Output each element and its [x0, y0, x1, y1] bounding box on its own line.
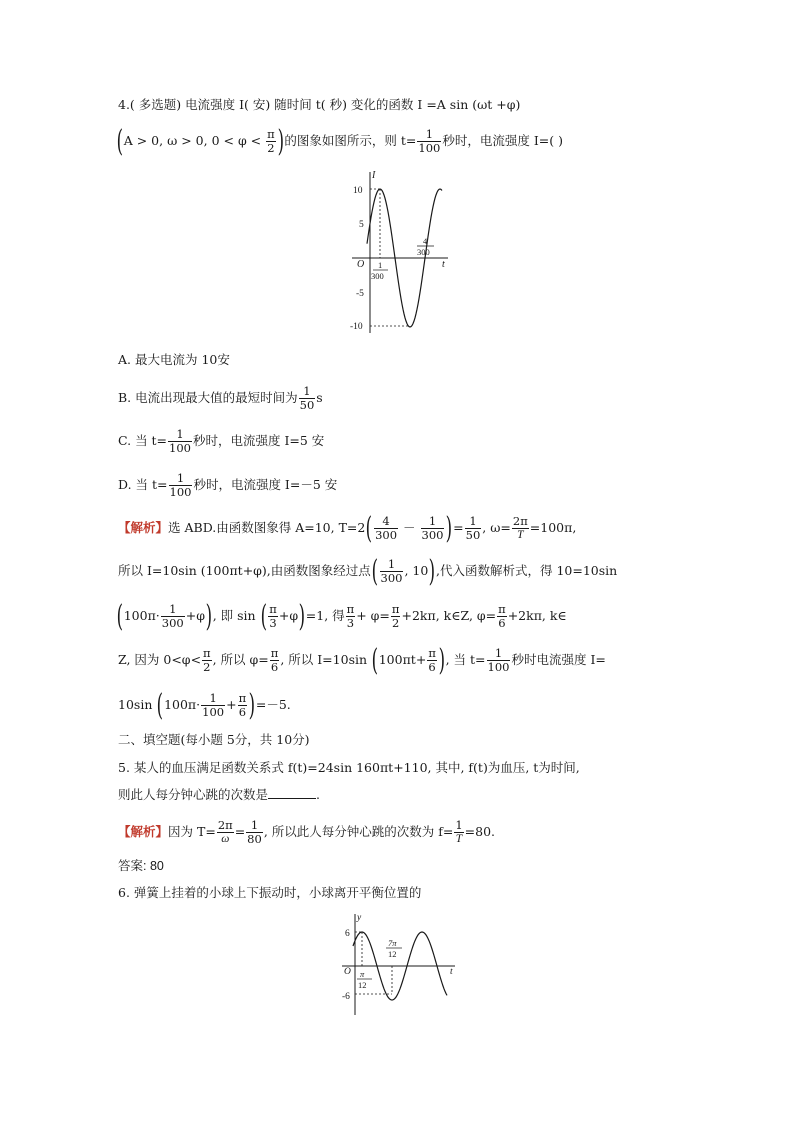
- option-d-text: D. 当 t=: [118, 477, 168, 492]
- q5-line1: 5. 某人的血压满足函数关系式 f(t)=24sin 160πt+110, 其中, f(t)为血压, t为时间,: [118, 760, 580, 775]
- fraction: $\frac{1}{100}$: [169, 427, 191, 455]
- origin-label: O: [344, 967, 351, 977]
- sol4-line5: 10sin (100π· $\frac{1}{100}$ + $\frac{\pi}{6}$ )=－5.: [118, 687, 291, 723]
- sol5-line: 【解析】因为 T= $\frac{2\pi}{\omega}$ = $\frac{1}{80}$ , 所以此人每分钟心跳的次数为 f= $\frac{1}{T}$ =80.: [118, 818, 496, 846]
- q4-condition: A > 0, ω > 0, 0 < φ <: [123, 133, 262, 148]
- y-axis-label: I: [372, 170, 376, 181]
- x-tick-1-den: 300: [371, 271, 384, 281]
- option-b-unit: s: [316, 390, 323, 405]
- y-axis-label: y: [357, 913, 362, 923]
- paren-close: ): [277, 123, 284, 159]
- q4-text: 秒时，电流强度 I=( ): [442, 133, 563, 148]
- option-c-text: 秒时，电流强度 I=5 安: [193, 433, 325, 448]
- option-d: [118, 470, 337, 500]
- x-tick-b-den: 12: [388, 949, 397, 959]
- q4-line2: [116, 123, 563, 159]
- fraction: $\frac{1}{50}$: [299, 384, 315, 412]
- x-tick-a-num: π: [360, 969, 365, 979]
- q4-text: 的图象如图所示，则 t=: [284, 133, 417, 148]
- sol4-line3: (100π· $\frac{1}{300}$ +φ), 即 sin ( $\frac{\pi}{3}$ +φ)=1, 得 $\frac{\pi}{3}$ + φ= $\frac{\pi}{2}$ +2kπ, k∈Z, φ= $\frac{\pi}{6}$ +2kπ, k∈: [116, 598, 567, 634]
- x-tick-1-num: 1: [378, 260, 383, 270]
- x-axis-label: t: [442, 259, 445, 270]
- x-tick-4-num: 4: [423, 236, 428, 246]
- option-d-text: 秒时，电流强度 I=－5 安: [193, 477, 338, 492]
- option-b: [118, 383, 323, 413]
- option-b-text: B. 电流出现最大值的最短时间为: [118, 390, 298, 405]
- q4-sine-graph: [340, 168, 460, 338]
- y-tick-10: 10: [353, 186, 363, 196]
- x-tick-a-den: 12: [358, 980, 367, 990]
- origin-label: O: [357, 259, 365, 270]
- answer-blank: [268, 786, 316, 799]
- option-c-text: C. 当 t=: [118, 433, 168, 448]
- fraction: $\frac{1}{100}$: [418, 127, 441, 155]
- y-tick-m5: -5: [356, 289, 364, 299]
- option-a: A. 最大电流为 10安: [118, 352, 230, 367]
- q5-line2: 则此人每分钟心跳的次数是 .: [118, 787, 320, 802]
- paren-open: (: [116, 123, 124, 159]
- sol4-line1: 【解析】选 ABD.由函数图象得 A=10, T=2( $\frac{4}{300}$ － $\frac{1}{300}$ )= $\frac{1}{50}$ , ω= $\frac{2\pi}{T}$ =100π,: [118, 510, 577, 546]
- x-tick-4-den: 300: [417, 247, 430, 257]
- q6-sine-graph: [330, 910, 460, 1020]
- option-c: [118, 426, 324, 456]
- q6-line1: 6. 弹簧上挂着的小球上下振动时，小球离开平衡位置的: [118, 885, 422, 900]
- section-heading: 二、填空题(每小题 5分，共 10分): [118, 732, 310, 747]
- y-tick-6: 6: [345, 929, 350, 939]
- answer-5: 答案: 80: [118, 859, 164, 873]
- analysis-tag: 【解析】: [118, 824, 169, 839]
- fraction: $\frac{1}{100}$: [169, 471, 192, 499]
- y-tick-5: 5: [359, 220, 364, 230]
- sol4-line4: Z, 因为 0<φ< $\frac{\pi}{2}$ , 所以 φ= $\frac{\pi}{6}$ , 所以 I=10sin (100πt+ $\frac{\pi}{6}$ ), 当 t= $\frac{1}{100}$ 秒时电流强度 I=: [118, 642, 606, 678]
- fraction: $\frac{\pi}{2}$: [267, 127, 275, 155]
- sol4-line2: 所以 I=10sin (100πt+φ),由函数图象经过点( $\frac{1}{300}$ , 10),代入函数解析式，得 10=10sin: [118, 553, 618, 589]
- y-tick-m10: -10: [350, 322, 363, 332]
- x-tick-b-num: 7π: [388, 938, 397, 948]
- analysis-tag: 【解析】: [118, 520, 169, 535]
- q4-line1: 4.( 多选题) 电流强度 I( 安) 随时间 t( 秒) 变化的函数 I =A sin (ωt +φ): [118, 97, 521, 112]
- x-axis-label: t: [450, 967, 453, 977]
- y-tick-m6: -6: [342, 992, 350, 1002]
